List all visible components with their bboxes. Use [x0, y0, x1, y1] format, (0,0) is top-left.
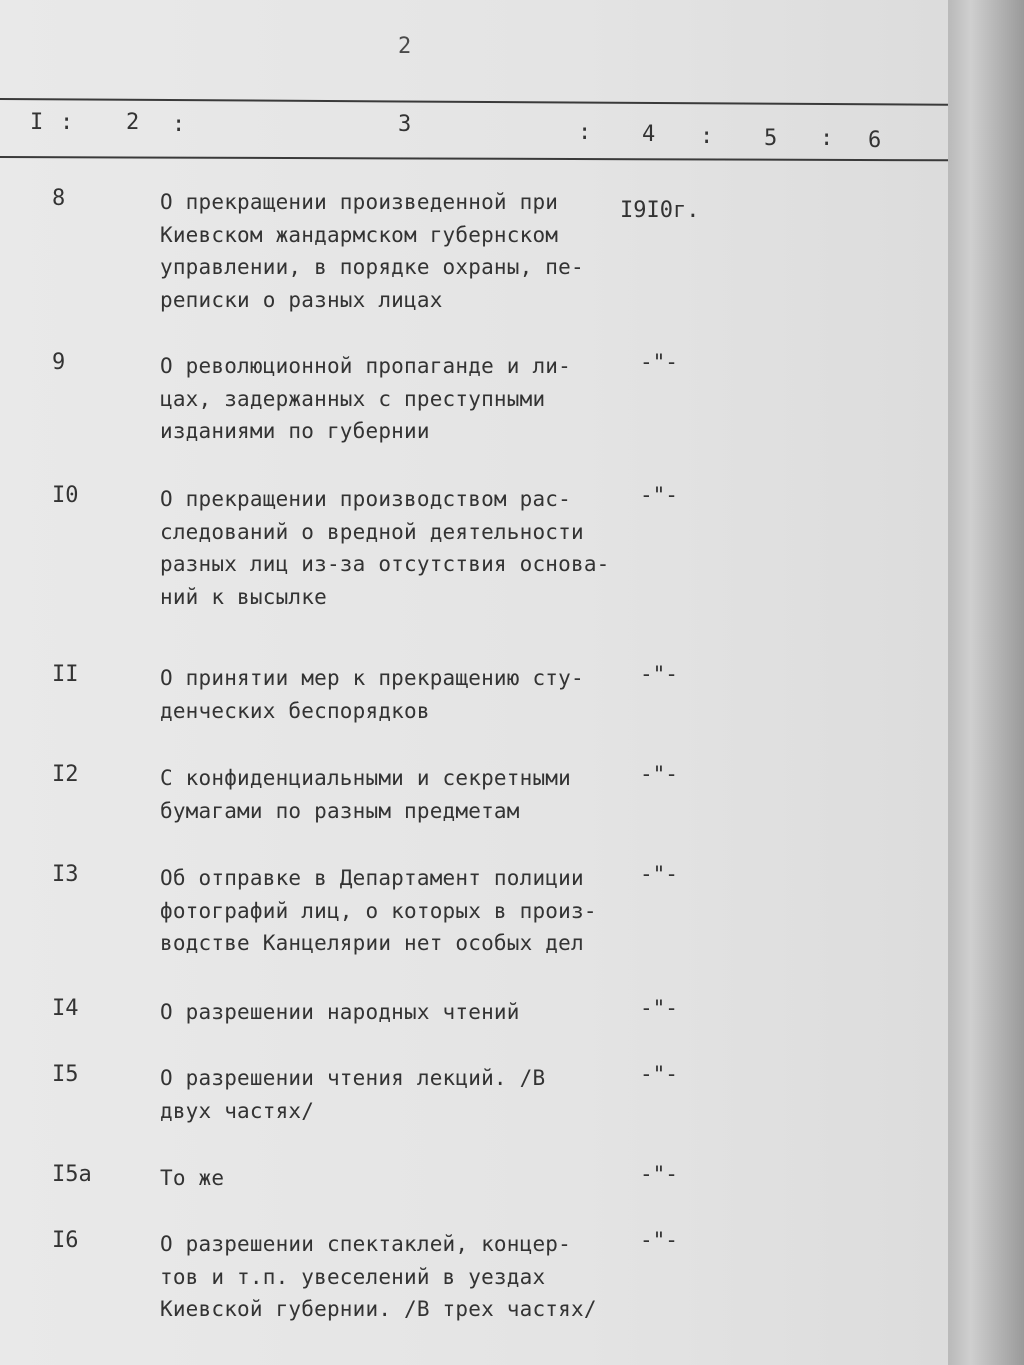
header-col-6: 6 — [868, 128, 882, 153]
header-separator: : — [172, 112, 186, 137]
entry-number: I6 — [52, 1228, 79, 1253]
entry-number: 8 — [52, 186, 66, 211]
header-col-5: 5 — [764, 126, 778, 151]
entry-number: II — [52, 662, 79, 687]
entry-date: -"- — [640, 1162, 678, 1186]
entry-title: О прекращении производством рас- следований о вредной деятельности разных лиц из-за отсутствия основа- ний к высылке — [160, 487, 610, 609]
entry-title: О разрешении спектаклей, концер- тов и т.п. увеселений в уездах Киевской губернии. /В трех частях/ — [160, 1232, 597, 1321]
entry-date: I9I0г. — [620, 198, 700, 223]
page-number: 2 — [398, 34, 412, 59]
entry-title: О прекращении произведенной при Киевском жандармском губернском управлении, в порядке охраны, пе- реписки о разных лицах — [160, 190, 584, 312]
entry-number: 9 — [52, 350, 66, 375]
header-col-3: 3 — [398, 112, 412, 137]
entry-title: То же — [160, 1166, 225, 1190]
entry-date: -"- — [640, 762, 678, 786]
entry-date: -"- — [640, 662, 678, 686]
header-col-1: I — [30, 110, 44, 135]
entry-date: -"- — [640, 996, 678, 1020]
entry-title: О разрешении чтения лекций. /В двух частях/ — [160, 1066, 546, 1123]
entry-title: С конфиденциальными и секретными бумагами по разным предметам — [160, 766, 571, 823]
entry-number: I4 — [52, 996, 79, 1021]
entry-date: -"- — [640, 1062, 678, 1086]
header-separator: : — [700, 124, 714, 149]
entry-title: О разрешении народных чтений — [160, 1000, 520, 1024]
entry-number: I3 — [52, 862, 79, 887]
entry-date: -"- — [640, 350, 678, 374]
underlying-page-edge — [948, 0, 1024, 1365]
header-col-4: 4 — [642, 122, 656, 147]
entry-number: I0 — [52, 483, 79, 508]
header-col-2: 2 — [126, 110, 140, 135]
entry-date: -"- — [640, 483, 678, 507]
header-separator: : — [820, 126, 834, 151]
entry-number: I5 — [52, 1062, 79, 1087]
entry-number: I5а — [52, 1162, 92, 1187]
entry-date: -"- — [640, 1228, 678, 1252]
header-separator: : — [578, 120, 592, 145]
entry-date: -"- — [640, 862, 678, 886]
entry-title: Об отправке в Департамент полиции фотографий лиц, о которых в произ- водстве Канцелярии нет особых дел — [160, 866, 597, 955]
header-separator: : — [60, 110, 74, 135]
entry-title: О принятии мер к прекращению сту- денческих беспорядков — [160, 666, 584, 723]
entry-number: I2 — [52, 762, 79, 787]
entry-title: О революционной пропаганде и ли- цах, задержанных с преступными изданиями по губернии — [160, 354, 571, 443]
